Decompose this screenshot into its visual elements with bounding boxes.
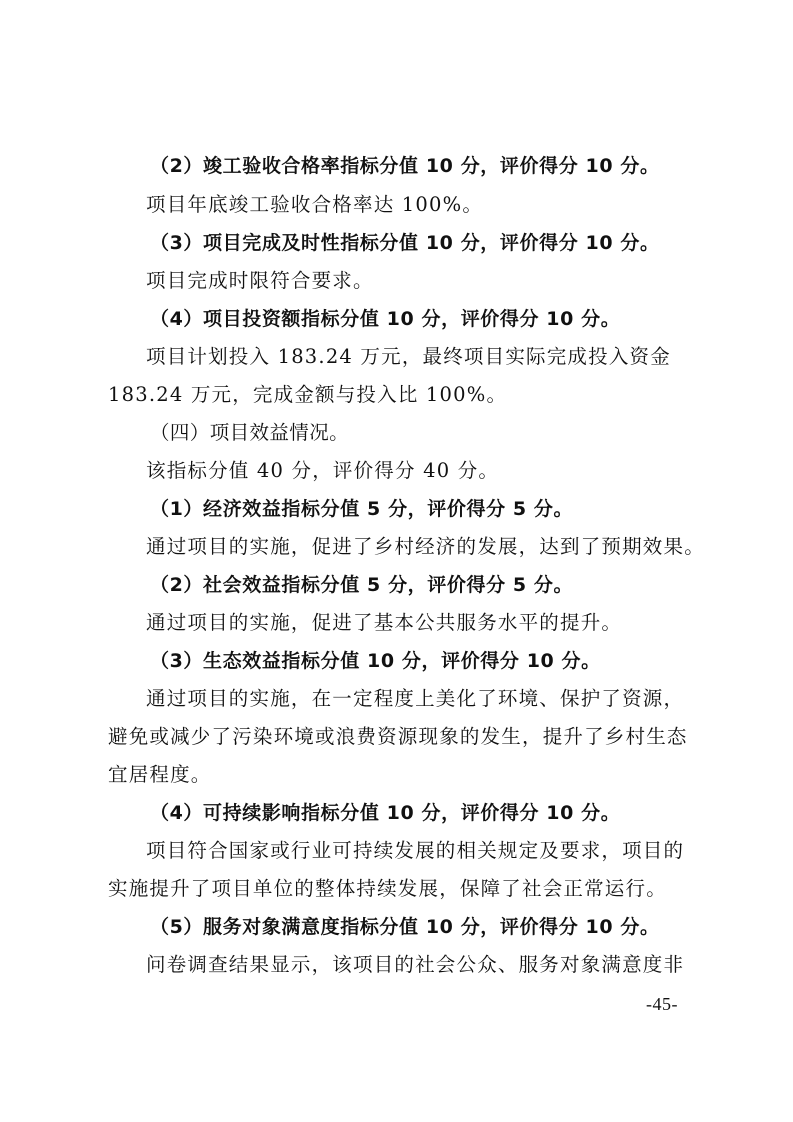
paragraph-line: 该指标分值 40 分，评价得分 40 分。	[146, 459, 500, 482]
paragraph-line: 避免或减少了污染环境或浪费资源现象的发生，提升了乡村生态	[108, 725, 688, 748]
item-heading-social-benefit: （2）社会效益指标分值 5 分，评价得分 5 分。	[150, 574, 574, 596]
page-number: -45-	[646, 994, 678, 1014]
paragraph-line: 问卷调查结果显示，该项目的社会公众、服务对象满意度非	[146, 953, 685, 976]
item-heading-economic-benefit: （1）经济效益指标分值 5 分，评价得分 5 分。	[150, 498, 574, 520]
item-heading-ecological-benefit: （3）生态效益指标分值 10 分，评价得分 10 分。	[150, 650, 601, 672]
paragraph-line: 通过项目的实施，促进了乡村经济的发展，达到了预期效果。	[146, 535, 705, 558]
section-heading-benefits: （四）项目效益情况。	[150, 421, 350, 444]
paragraph-line: 183.24 万元，完成金额与投入比 100%。	[108, 383, 508, 406]
item-heading-completion-acceptance-rate: （2）竣工验收合格率指标分值 10 分，评价得分 10 分。	[150, 155, 660, 177]
paragraph-line: 通过项目的实施，在一定程度上美化了环境、保护了资源，	[146, 687, 685, 710]
paragraph-line: 宜居程度。	[108, 763, 212, 786]
paragraph-line: 通过项目的实施，促进了基本公共服务水平的提升。	[146, 611, 623, 634]
paragraph-line: 实施提升了项目单位的整体持续发展，保障了社会正常运行。	[108, 877, 667, 900]
paragraph-line: 项目计划投入 183.24 万元，最终项目实际完成投入资金	[146, 345, 671, 368]
paragraph-line: 项目符合国家或行业可持续发展的相关规定及要求，项目的	[146, 839, 685, 862]
paragraph-line: 项目年底竣工验收合格率达 100%。	[146, 193, 484, 216]
paragraph-line: 项目完成时限符合要求。	[146, 269, 374, 292]
item-heading-investment: （4）项目投资额指标分值 10 分，评价得分 10 分。	[150, 308, 621, 330]
item-heading-satisfaction: （5）服务对象满意度指标分值 10 分，评价得分 10 分。	[150, 916, 660, 938]
item-heading-timeliness: （3）项目完成及时性指标分值 10 分，评价得分 10 分。	[150, 232, 660, 254]
item-heading-sustainability: （4）可持续影响指标分值 10 分，评价得分 10 分。	[150, 802, 621, 824]
